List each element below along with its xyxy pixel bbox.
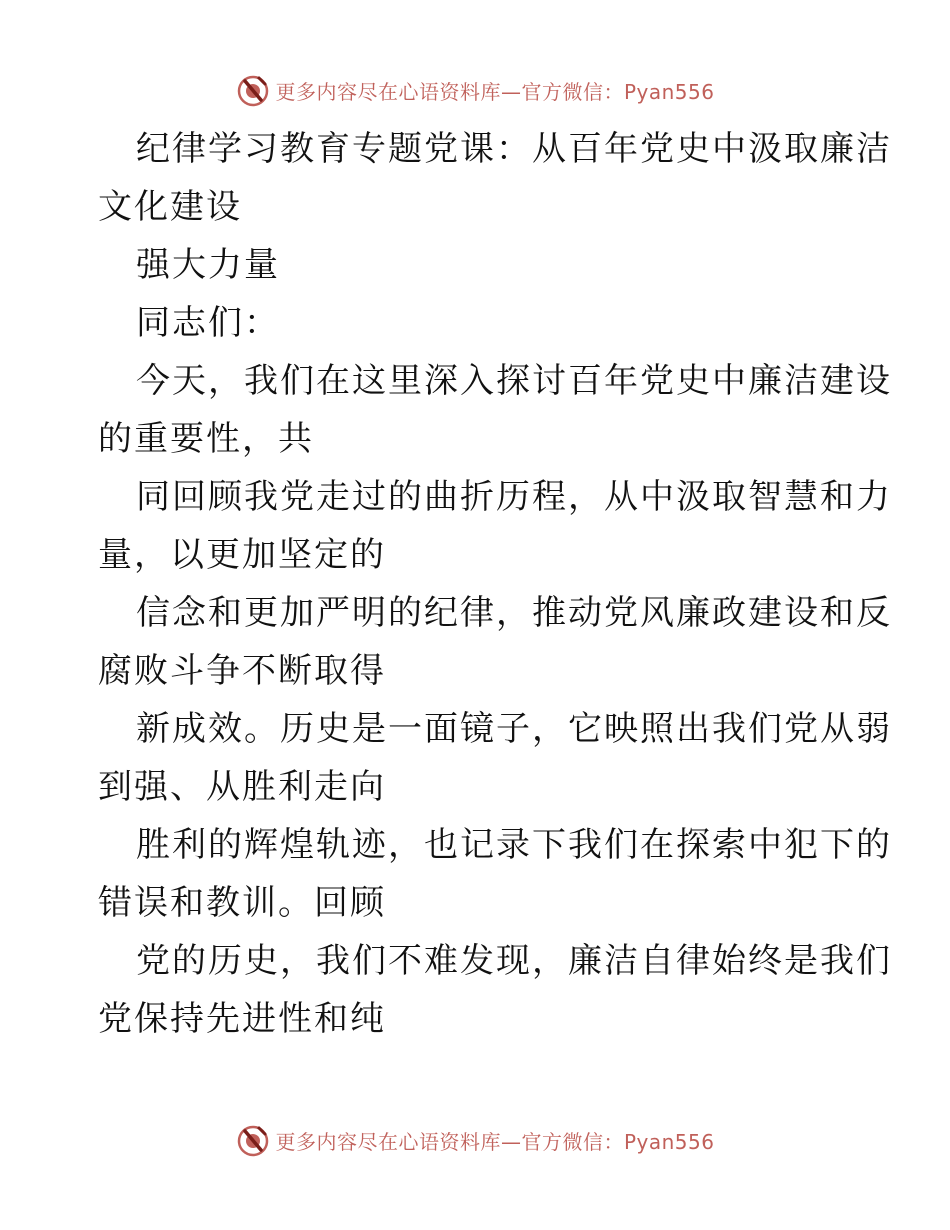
paragraph-line: 到强、从胜利走向: [98, 767, 386, 807]
title-line-3: 强大力量: [136, 245, 280, 285]
paragraph-line: 错误和教训。回顾: [98, 883, 386, 923]
header-banner-text: 更多内容尽在心语资料库—官方微信：Pyan556: [275, 79, 715, 104]
salutation: 同志们：: [136, 303, 280, 343]
header-banner: [0, 70, 950, 110]
paragraph-line: 的重要性，共: [98, 419, 314, 459]
paragraph-line: 今天，我们在这里深入探讨百年党史中廉洁建设: [136, 361, 892, 401]
paragraph-line: 党的历史，我们不难发现，廉洁自律始终是我们: [136, 941, 892, 981]
paragraph-line: 信念和更加严明的纪律，推动党风廉政建设和反: [136, 593, 892, 633]
paragraph-line: 量，以更加坚定的: [98, 535, 386, 575]
paragraph-line: 腐败斗争不断取得: [98, 651, 386, 691]
document-body: [98, 120, 892, 1048]
paragraph-line: 胜利的辉煌轨迹，也记录下我们在探索中犯下的: [136, 825, 892, 865]
title-line-1: 纪律学习教育专题党课：从百年党史中汲取廉洁: [136, 129, 892, 169]
footer-banner: [0, 1120, 950, 1160]
paragraph-line: 同回顾我党走过的曲折历程，从中汲取智慧和力: [136, 477, 892, 517]
brand-logo-icon: [235, 1122, 271, 1158]
title-line-2: 文化建设: [98, 187, 242, 227]
paragraph-line: 新成效。历史是一面镜子，它映照出我们党从弱: [136, 709, 892, 749]
footer-banner-text: 更多内容尽在心语资料库—官方微信：Pyan556: [275, 1129, 715, 1154]
paragraph-line: 党保持先进性和纯: [98, 999, 386, 1039]
brand-logo-icon: [235, 72, 271, 108]
